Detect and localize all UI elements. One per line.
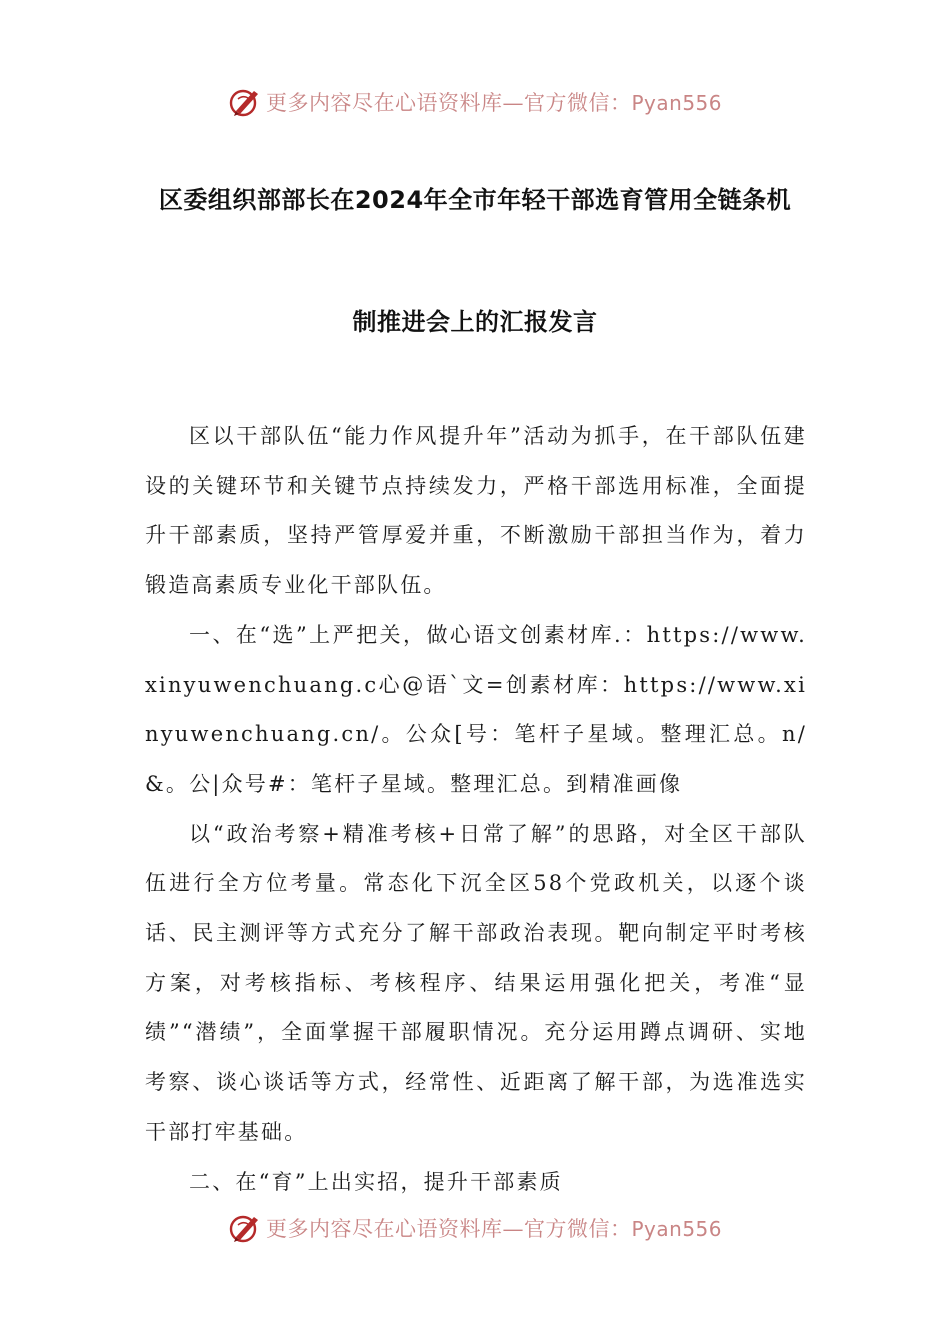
paragraph: 二、在“育”上出实招，提升干部素质 <box>189 1169 563 1194</box>
paragraph: 以“政治考察+精准考核+日常了解”的思路，对全区干部队伍进行全方位考量。常态化下沉全区58个党政机关，以逐个谈话、民主测评等方式充分了解干部政治表现。靶向制定平时考核方案，对考核指标、考核程序、结果运用强化把关，考准“显绩”“潜绩”，全面掌握干部履职情况。充分运用蹲点调研、实地考察、谈心谈话等方式，经常性、近距离了解干部，为选准选实干部打牢基础。 <box>145 821 807 1144</box>
wechat-id: Pyan556 <box>631 1217 722 1241</box>
pen-logo-icon <box>228 85 262 119</box>
banner-text: 更多内容尽在心语资料库—官方微信：Pyan556 <box>265 1217 722 1241</box>
pen-logo-icon <box>228 1211 262 1245</box>
paragraph: 一、在“选”上严把关，做心语文创素材库.：https://www.xinyuwenchuang.c心@语`文=创素材库：https://www.xinyuwenchuang.cn/。公众[号：笔杆子星域。整理汇总。n/&。公|众号#：笔杆子星域。整理汇总。到精准画像 <box>145 622 807 796</box>
footer-banner <box>0 1208 950 1248</box>
header-banner <box>0 82 950 122</box>
paragraph: 区以干部队伍“能力作风提升年”活动为抓手，在干部队伍建设的关键环节和关键节点持续发力，严格干部选用标准，全面提升干部素质，坚持严管厚爱并重，不断激励干部担当作为，着力锻造高素质专业化干部队伍。 <box>145 424 807 598</box>
wechat-id: Pyan556 <box>631 91 722 115</box>
document-title-line-1: 区委组织部部长在2024年全市年轻干部选育管用全链条机 <box>158 186 792 214</box>
document-body <box>145 412 807 1207</box>
document-title-line-2: 制推进会上的汇报发言 <box>352 308 598 336</box>
banner-text: 更多内容尽在心语资料库—官方微信：Pyan556 <box>265 91 722 115</box>
